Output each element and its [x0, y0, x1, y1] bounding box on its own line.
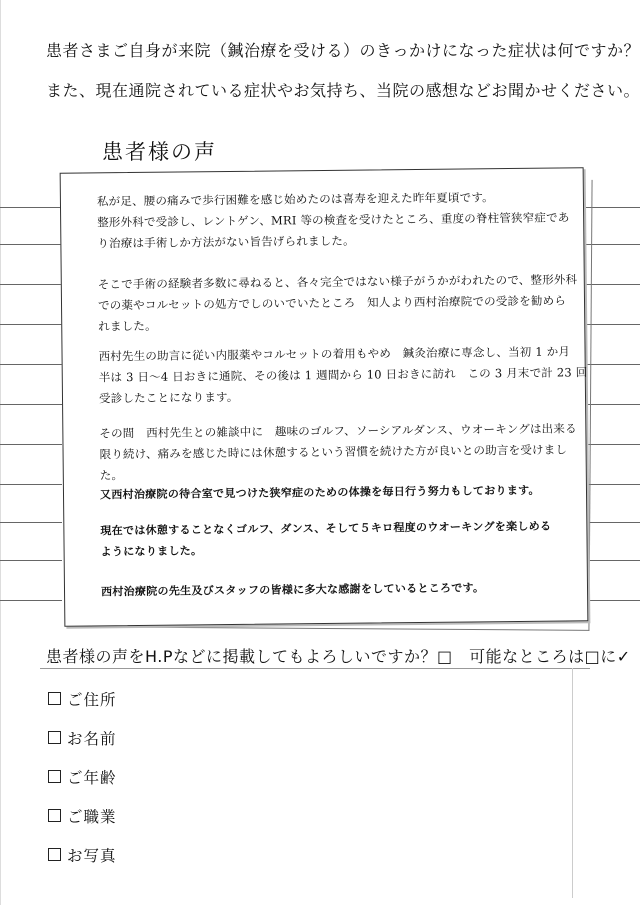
- form-rule-tick: [0, 244, 62, 245]
- checkbox-icon[interactable]: [48, 731, 61, 744]
- letter-line: そこで手術の経験者多数に尋ねると、各々完全ではない様子がうかがわれたので、整形外科: [97, 272, 578, 292]
- option-label: ご職業: [67, 808, 117, 826]
- letter-line: 整形外科で受診し、レントゲン、MRI 等の検査を受けたところ、重度の脊柱管狭窄症であ: [97, 210, 570, 230]
- form-rule-tick: [0, 484, 62, 485]
- divider: [40, 668, 590, 669]
- form-rule-tick: [0, 404, 62, 405]
- letter-line: 西村治療院の先生及びスタッフの皆様に多大な感謝をしているところです。: [100, 581, 485, 599]
- letter-line: その間 西村先生との雑談中に 趣味のゴルフ、ソーシアルダンス、ウオーキングは出来る: [99, 421, 577, 441]
- question-current-feelings: また、現在通院されている症状やお気持ち、当院の感想などお聞かせください。: [46, 81, 640, 100]
- letter-line: 又西村治療院の待合室で見つけた狭窄症のための体操を毎日行う努力もしております。: [99, 483, 540, 502]
- letter-paragraph-current: [100, 515, 570, 562]
- letter-line: 私が足、腰の痛みで歩行困難を感じ始めたのは喜寿を迎えた昨年夏頃です。: [96, 190, 494, 209]
- option-age[interactable]: [48, 766, 117, 788]
- checkbox-icon[interactable]: [48, 809, 61, 822]
- letter-paragraph-advice: [99, 418, 577, 486]
- letter-paragraph-referral: [97, 269, 578, 337]
- letter-line: での薬やコルセットの処方でしのいでいたところ 知人より西村治療院での受診を勧めら: [97, 293, 567, 313]
- voice-section-title: 患者様の声: [102, 140, 217, 164]
- option-occupation[interactable]: [48, 805, 117, 827]
- publish-permission-question: 患者様の声をH.Pなどに掲載してもよろしいですか？□ 可能なところは□に✓: [46, 647, 631, 666]
- option-address[interactable]: [48, 688, 117, 710]
- letter-line: 限り続け、痛みを感じた時には休憩するという習慣を続けた方が良いとの助言を受けまし: [99, 442, 568, 462]
- option-label: お名前: [67, 730, 117, 748]
- form-rule-tick: [0, 364, 62, 365]
- letter-line: 受診したことになります。: [98, 389, 239, 406]
- letter-paragraph-thanks: [101, 576, 571, 602]
- form-rule-tick: [0, 560, 62, 561]
- form-rule-tick: [0, 600, 62, 601]
- form-rule-tick: [0, 444, 62, 445]
- form-rule-tick: [0, 207, 62, 208]
- letter-line: た。: [99, 468, 124, 483]
- option-label: お写真: [67, 847, 117, 865]
- patient-letter: [60, 167, 589, 626]
- form-rule-tick: [0, 284, 62, 285]
- checkbox-icon[interactable]: [48, 692, 61, 705]
- checkbox-icon[interactable]: [48, 848, 61, 861]
- form-rule-tick: [0, 324, 62, 325]
- letter-line: 現在では休憩することなくゴルフ、ダンス、そして５キロ程度のウオーキングを楽しめる: [100, 519, 552, 538]
- option-photo[interactable]: [48, 844, 117, 866]
- option-label: ご年齢: [67, 769, 117, 787]
- letter-line: ようになりました。: [100, 544, 203, 559]
- option-label: ご住所: [67, 691, 117, 709]
- form-rule-tick: [0, 522, 62, 523]
- option-name[interactable]: [48, 727, 117, 749]
- letter-line: れました。: [98, 318, 157, 334]
- letter-line: 半は 3 日～4 日おきに通院、その後は 1 週間から 10 日おきに訪れ この 3 月末で計 23 回: [98, 365, 588, 385]
- letter-paragraph-treatment: [98, 341, 588, 409]
- letter-paragraph-onset: [97, 186, 568, 254]
- letter-paragraph-exercise: [100, 479, 570, 505]
- divider: [572, 668, 573, 898]
- letter-line: り治療は手術しか方法がない旨告げられました。: [97, 233, 355, 251]
- question-trigger-symptom: 患者さまご自身が来院（鍼治療を受ける）のきっかけになった症状は何ですか？: [46, 41, 640, 60]
- checkbox-icon[interactable]: [48, 770, 61, 783]
- letter-line: 西村先生の助言に従い内服薬やコルセットの着用もやめ 鍼灸治療に専念し、当初 1 か月: [98, 344, 571, 364]
